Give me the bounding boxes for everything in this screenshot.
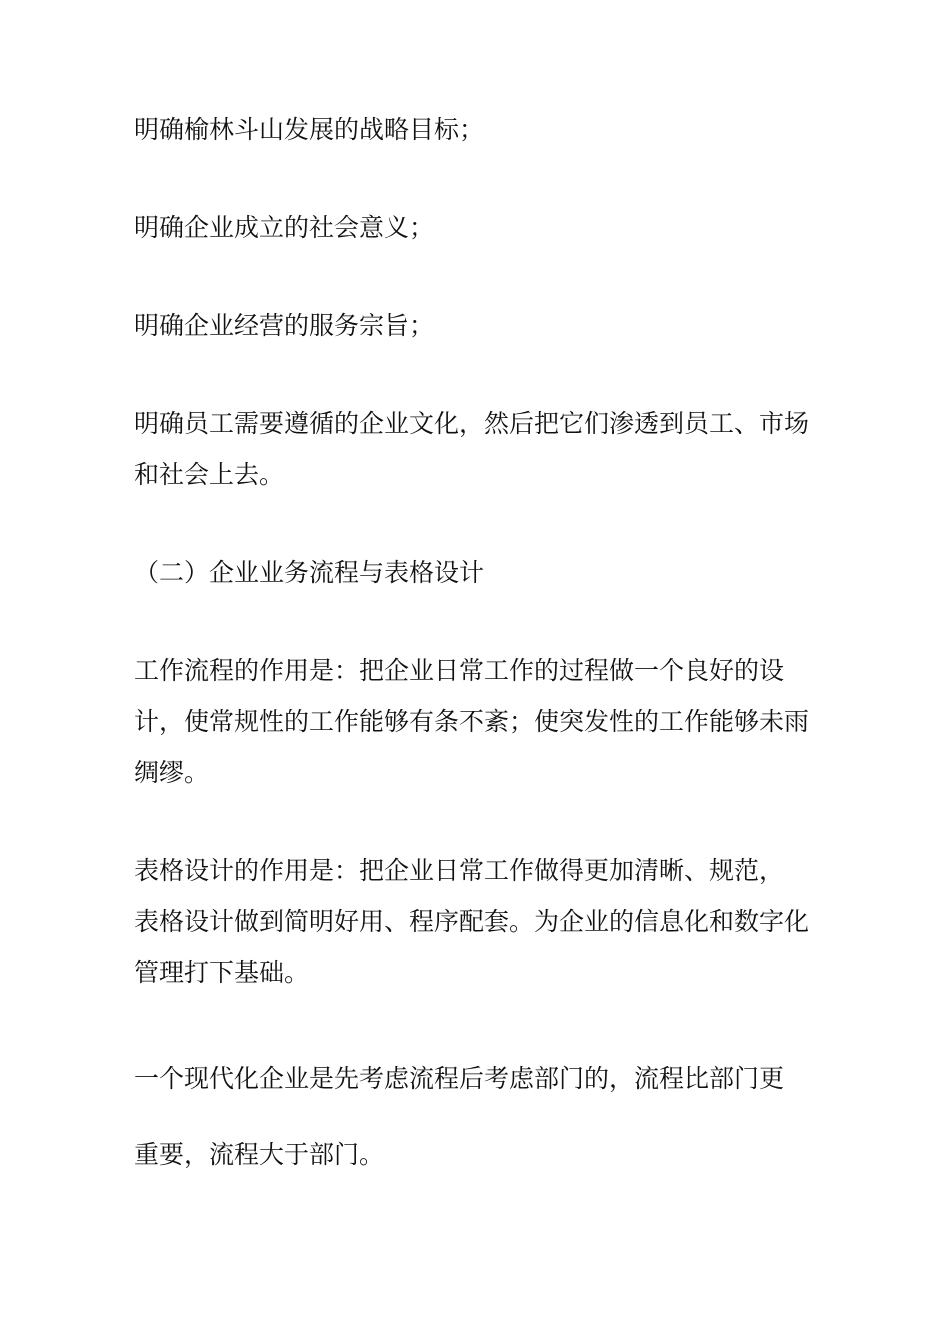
- section-heading: （二）企业业务流程与表格设计: [134, 558, 485, 587]
- text-line-social-meaning: 明确企业成立的社会意义；: [134, 213, 435, 242]
- text-line-forms-3: 管理打下基础。: [134, 958, 310, 987]
- text-line-workflow-3: 绸缪。: [134, 758, 210, 787]
- text-line-service-purpose: 明确企业经营的服务宗旨；: [134, 311, 435, 340]
- text-line-workflow-2: 计，使常规性的工作能够有条不紊；使突发性的工作能够未雨: [134, 707, 810, 736]
- text-line-modern-enterprise-2: 重要，流程大于部门。: [134, 1140, 385, 1169]
- text-line-strategic-goal: 明确榆林斗山发展的战略目标；: [134, 115, 485, 144]
- text-line-forms-2: 表格设计做到简明好用、程序配套。为企业的信息化和数字化: [134, 907, 810, 936]
- text-line-modern-enterprise-1: 一个现代化企业是先考虑流程后考虑部门的，流程比部门更: [134, 1064, 785, 1093]
- text-line-corporate-culture-cont: 和社会上去。: [134, 460, 285, 489]
- text-line-forms-1: 表格设计的作用是：把企业日常工作做得更加清晰、规范，: [134, 856, 785, 885]
- text-line-workflow-1: 工作流程的作用是：把企业日常工作的过程做一个良好的设: [134, 656, 785, 685]
- text-line-corporate-culture: 明确员工需要遵循的企业文化，然后把它们渗透到员工、市场: [134, 409, 810, 438]
